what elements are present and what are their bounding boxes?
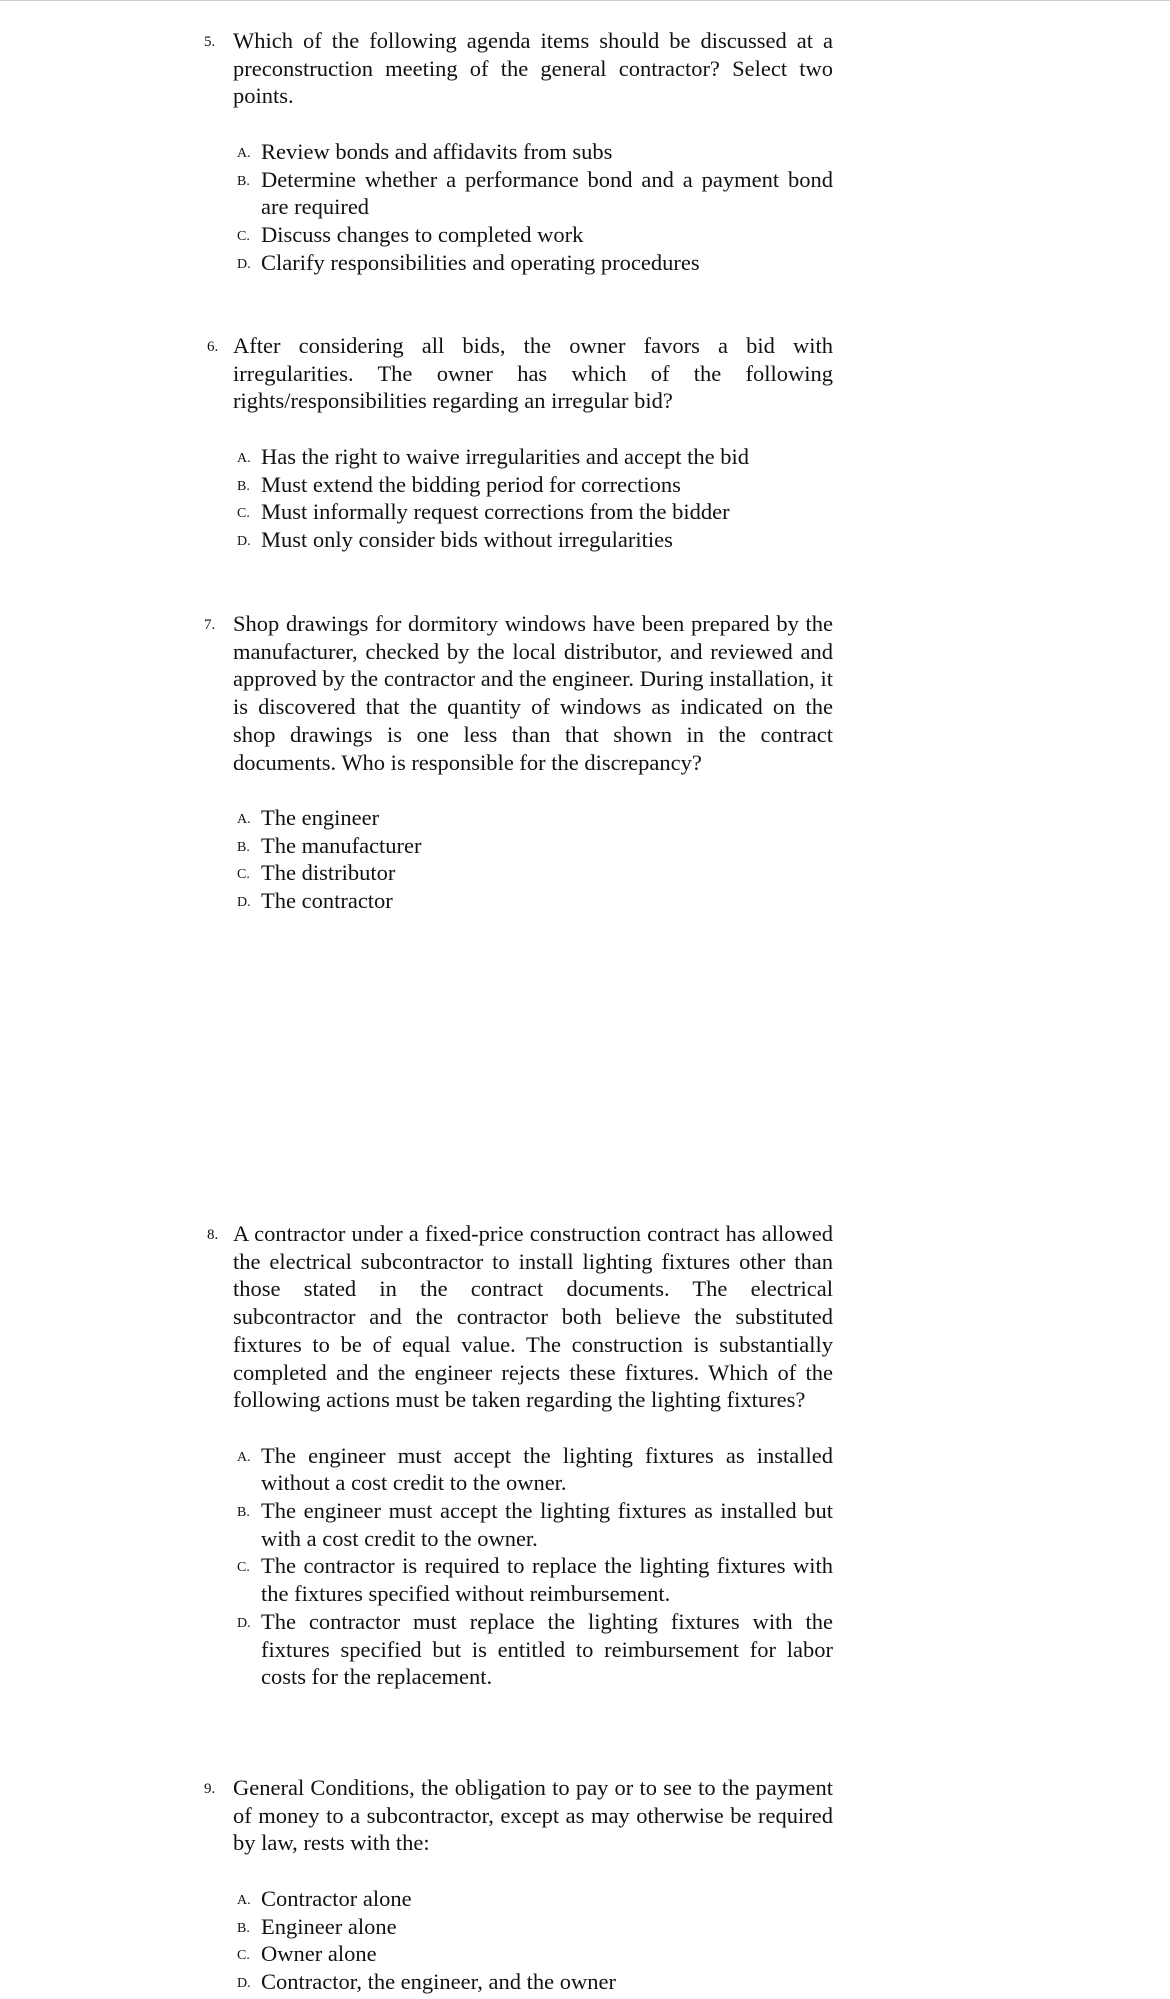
- option-text: The engineer must accept the lighting fixtures as installed without a cost credit to the owner.: [261, 1442, 833, 1496]
- option-letter: B.: [237, 478, 250, 494]
- question-stem: [204, 610, 833, 776]
- option-letter: B.: [237, 839, 250, 855]
- option-d[interactable]: [204, 887, 833, 915]
- answer-options: [204, 804, 833, 915]
- option-letter: C.: [237, 228, 250, 244]
- option-b[interactable]: [204, 1497, 833, 1552]
- option-letter: D.: [237, 1975, 251, 1991]
- option-letter: A.: [237, 450, 251, 466]
- option-text: The distributor: [261, 860, 396, 886]
- option-text: Owner alone: [261, 1941, 377, 1967]
- top-divider: [0, 0, 1170, 1]
- question-stem: [204, 1774, 833, 1857]
- option-b[interactable]: [204, 471, 833, 499]
- option-text: The contractor must replace the lighting fixtures with the fixtures specified but is entitled to reimbursement for labor costs for the replacement.: [261, 1608, 833, 1690]
- question-6: [204, 332, 833, 554]
- option-text: The manufacturer: [261, 832, 422, 858]
- question-stem: [204, 332, 833, 415]
- option-letter: B.: [237, 173, 250, 189]
- question-number: 5.: [204, 34, 216, 50]
- option-letter: C.: [237, 867, 250, 883]
- option-letter: D.: [237, 1615, 251, 1631]
- answer-options: [204, 1885, 833, 1996]
- option-d[interactable]: [204, 526, 833, 554]
- question-7: [204, 610, 833, 915]
- question-stem: [204, 1220, 833, 1414]
- option-a[interactable]: [204, 1442, 833, 1497]
- option-a[interactable]: [204, 804, 833, 832]
- question-text: Which of the following agenda items should be discussed at a preconstruction meeting of the general contractor? Select two points.: [233, 28, 833, 109]
- option-a[interactable]: [204, 1885, 833, 1913]
- option-text: Engineer alone: [261, 1913, 397, 1939]
- question-text: A contractor under a fixed-price construction contract has allowed the electrical subcontractor to install lighting fixtures other than those stated in the contract documents. The electrical subcontractor and the contractor both believe the substituted fixtures to be of equal value. The construction is substantially completed and the engineer rejects these fixtures. Which of the following actions must be taken regarding the lighting fixtures?: [233, 1221, 833, 1413]
- answer-options: [204, 1442, 833, 1691]
- option-text: Review bonds and affidavits from subs: [261, 138, 613, 164]
- option-letter: B.: [237, 1920, 250, 1936]
- option-letter: A.: [237, 1892, 251, 1908]
- question-number: 9.: [204, 1781, 216, 1797]
- option-letter: A.: [237, 811, 251, 827]
- option-text: Must only consider bids without irregularities: [261, 526, 673, 552]
- option-letter: B.: [237, 1505, 250, 1521]
- option-b[interactable]: [204, 166, 833, 221]
- option-text: Must extend the bidding period for corrections: [261, 471, 681, 497]
- option-text: The contractor is required to replace the lighting fixtures with the fixtures specified without reimbursement.: [261, 1553, 833, 1607]
- question-number: 8.: [207, 1227, 219, 1243]
- answer-options: [204, 443, 833, 554]
- option-a[interactable]: [204, 138, 833, 166]
- option-b[interactable]: [204, 832, 833, 860]
- option-letter: D.: [237, 895, 251, 911]
- option-text: Contractor, the engineer, and the owner: [261, 1968, 616, 1994]
- option-d[interactable]: [204, 1968, 833, 1996]
- option-letter: D.: [237, 533, 251, 549]
- option-letter: D.: [237, 256, 251, 272]
- option-c[interactable]: [204, 1940, 833, 1968]
- option-text: Must informally request corrections from the bidder: [261, 499, 730, 525]
- option-text: Contractor alone: [261, 1885, 412, 1911]
- answer-options: [204, 138, 833, 277]
- option-letter: A.: [237, 1449, 251, 1465]
- option-text: The contractor: [261, 888, 393, 914]
- question-number: 6.: [207, 339, 219, 355]
- question-stem: [204, 27, 833, 110]
- option-d[interactable]: [204, 1608, 833, 1691]
- option-c[interactable]: [204, 1552, 833, 1607]
- option-b[interactable]: [204, 1913, 833, 1941]
- option-letter: C.: [237, 1948, 250, 1964]
- option-text: Determine whether a performance bond and a payment bond are required: [261, 166, 833, 220]
- option-a[interactable]: [204, 443, 833, 471]
- question-5: [204, 27, 833, 276]
- option-text: Discuss changes to completed work: [261, 221, 584, 247]
- question-9: [204, 1774, 833, 1996]
- option-text: Has the right to waive irregularities and accept the bid: [261, 443, 749, 469]
- question-number: 7.: [204, 617, 216, 633]
- option-text: The engineer: [261, 804, 380, 830]
- option-c[interactable]: [204, 498, 833, 526]
- option-c[interactable]: [204, 859, 833, 887]
- question-text: General Conditions, the obligation to pay or to see to the payment of money to a subcontractor, except as may otherwise be required by law, rests with the:: [233, 1775, 833, 1856]
- option-letter: C.: [237, 1560, 250, 1576]
- option-letter: A.: [237, 145, 251, 161]
- option-d[interactable]: [204, 249, 833, 277]
- option-c[interactable]: [204, 221, 833, 249]
- question-8: [204, 1220, 833, 1691]
- option-letter: C.: [237, 506, 250, 522]
- option-text: Clarify responsibilities and operating procedures: [261, 249, 700, 275]
- question-text: Shop drawings for dormitory windows have been prepared by the manufacturer, checked by the local distributor, and reviewed and approved by the contractor and the engineer. During installation, it is discovered that the quantity of windows as indicated on the shop drawings is one less than that shown in the contract documents. Who is responsible for the discrepancy?: [233, 611, 833, 775]
- question-text: After considering all bids, the owner favors a bid with irregularities. The owner has which of the following rights/responsibilities regarding an irregular bid?: [233, 333, 833, 414]
- option-text: The engineer must accept the lighting fixtures as installed but with a cost credit to the owner.: [261, 1498, 833, 1551]
